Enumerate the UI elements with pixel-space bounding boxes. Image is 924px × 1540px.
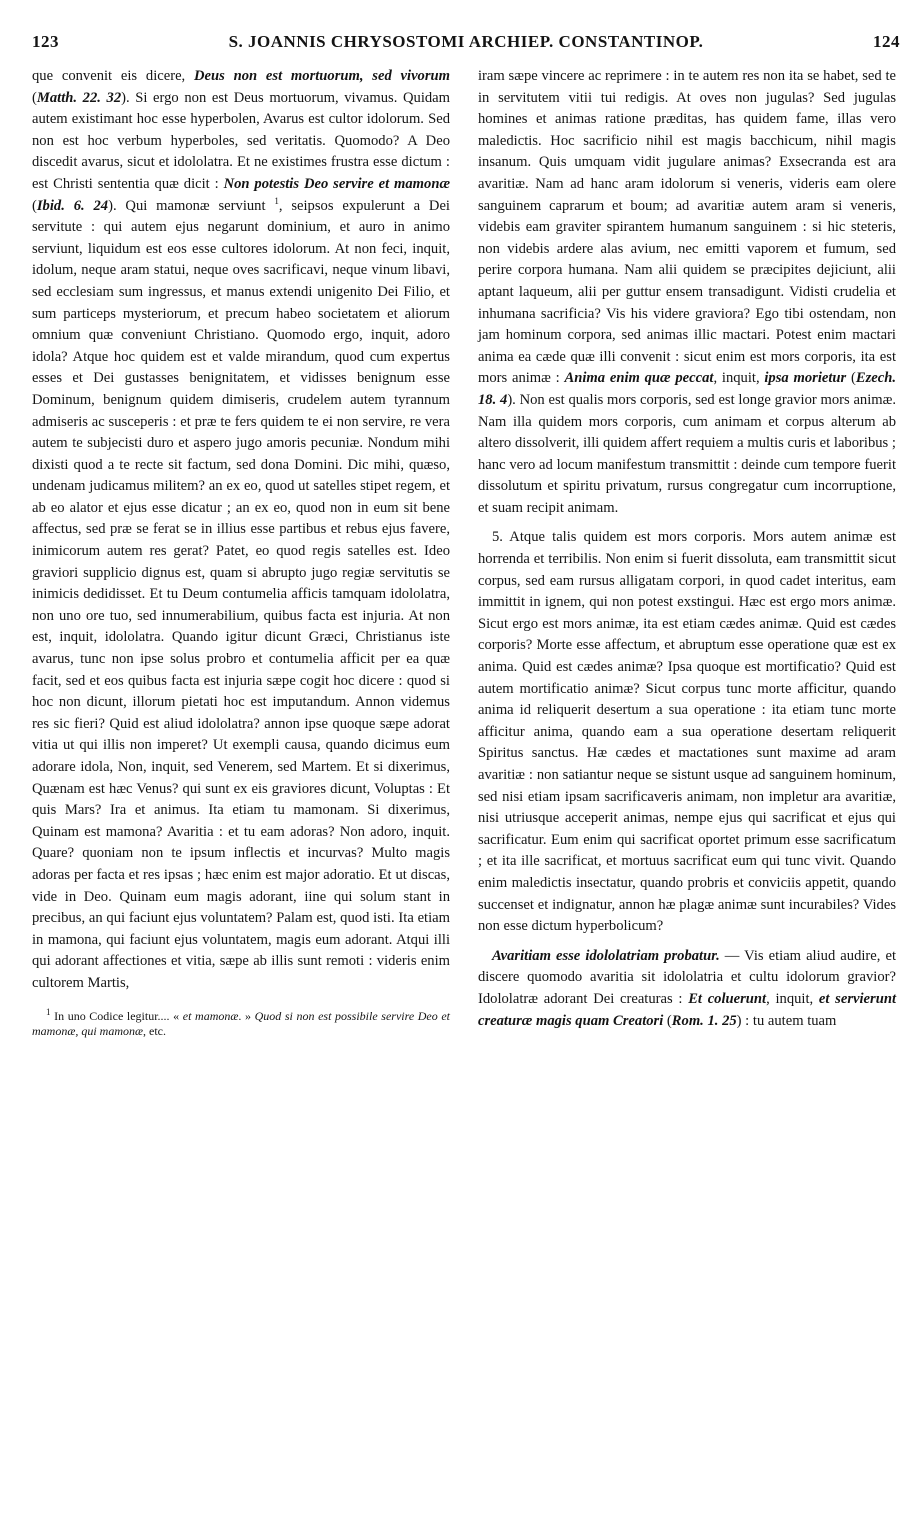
scripture-reference: Ezech. 18. 4 — [478, 370, 896, 408]
text-run: ( — [846, 370, 856, 387]
text-run: Atque talis quidem est mors corporis. Mors autem animæ est horrenda et terribilis. Non enim si fuerit dissoluta, eam transmittit sicut corpus, sed eam rursus alligatam corpori, in quod cadet interitus, eam immittit in ignem, qui non potest exstingui. Hæc est ergo mors animæ. Sicut ergo est mors animæ, ita est etiam cædes animæ. Quid est cædes corporis? Morte esse affectum, et abruptum esse operatione quæ est ex anima. Quid est cædes animæ? Ipsa quoque est mortificatio? Quid est autem mortificatio animæ? Sicut corpus tunc morte afficitur, quando anima id reliquerit desertum a sua operatione : ita etiam tunc morte afficitur anima, quando eam a sua operatione desertam reliquerit Spiritus sanctus. Hæ cædes et mactationes sunt maxime ad aram avaritiæ : non satiantur neque se sistunt usque ad sanguinem hominum, sed nisi etiam ipsam sacrificaveris animam, non impletur ara avaritiæ, nisi utriusque acceperit animas, nempe ejus qui sacrificat et ejus qui sacrificatur. Eum enim qui sacrificat oportet primum esse sacrificatum ; et ita ille sacrificat, et mortuus sacrificat eum qui tunc vivit. Quando enim maledictis insectatur, quando probris et conviciis appetit, quando succenset et indignatur, annon hæ plagæ animæ sunt incurabiles? Vides non esse dictum hyperbolicum? — [478, 529, 896, 935]
text-run: ). Non est qualis mors corporis, sed est longe gravior mors animæ. Nam illa quidem mors corporis, cum animam et corpus alterum ab altero dissolverit, illi quidem affert requiem a multis curis et laboribus ; hanc vero ad locum manifestum transmittit : deinde cum tempore fuerit dissolutum et spiritu privatum, rursus congregatur cum incorruptione, et suam recipit animam. — [478, 391, 897, 516]
page-number-right: 124 — [873, 32, 900, 51]
page-header — [32, 32, 900, 58]
text-run: ( — [32, 89, 37, 106]
paragraph — [32, 66, 450, 995]
text-run: , inquit, — [766, 990, 819, 1007]
text-run: ( — [32, 197, 37, 214]
page-number-left: 123 — [32, 32, 59, 51]
italic-run: Quod si non est possibile servire Deo et mamonæ, qui mamonæ — [32, 1008, 451, 1038]
running-title: S. JOANNIS CHRYSOSTOMI ARCHIEP. CONSTANTINOP. — [228, 32, 704, 51]
section-heading: Avaritiam esse idololatriam probatur. — [492, 947, 720, 964]
scripture-quote: et servierunt creaturæ magis quam Creatori — [478, 990, 896, 1029]
text-run: ( — [663, 1012, 672, 1029]
scripture-quote: Et coluerunt — [688, 990, 767, 1007]
footnote-marker: 1 — [274, 195, 279, 206]
scripture-quote: ipsa morietur — [764, 370, 847, 387]
text-run: ). Si ergo non est Deus mortuorum, vivamus. Quidam autem existimant hoc esse hyperbolen, Avarus est cultor idolorum. Sed non est hoc verbum hyperboles, sed veritatis. Quomodo? A Deo discedit avarus, sicut et idololatra. Et ne existimes frustra esse dictum : est Christi sententia quæ dicit : — [32, 89, 451, 192]
scripture-quote: Deus non est mortuorum, sed vivorum — [194, 68, 451, 84]
text-run: — Vis etiam aliud audire, et discere quomodo avaritia sit idololatria et cultu idolorum gravior? Idololatræ adorant Dei creaturas : — [478, 947, 896, 1007]
scripture-reference: Ibid. 6. 24 — [36, 197, 109, 214]
text-run: ) : tu autem tuam — [736, 1012, 837, 1029]
text-run: que convenit eis dicere, — [32, 68, 194, 84]
left-column — [32, 66, 450, 1051]
paragraph — [478, 527, 896, 937]
text-run: . » — [238, 1008, 255, 1023]
italic-run: et mamonæ — [182, 1008, 239, 1023]
scripture-quote: Anima enim quæ peccat — [564, 370, 714, 387]
text-run: , inquit, — [713, 370, 765, 387]
scripture-quote: Non potestis Deo servire et mamonæ — [223, 175, 450, 192]
footnote — [32, 1006, 451, 1039]
right-column — [478, 66, 896, 1032]
text-run: , seipsos expulerunt a Dei servitute : qui autem ejus negarunt dominium, et auro in animo serviunt, liquidum est eos esse cultores idolorum. At non feci, inquit, idolum, neque aram statui, neque oves sacrificavi, neque vinum libavi, sed ecclesiam sum ingressus, et manus extendi unigenito Dei Filio, et sum particeps mysteriorum, et precum habeo societatem et aliorum omnium quæ conveniunt Christiano. Quomodo ergo, inquit, adoro idola? Atque hoc quidem est et valde mirandum, quod cum expertus esses et Dei gustasses benignitatem, et vidisses benignum esse Dominum, benignum quidem dimiseris, crudelem autem tyrannum admiseris ac susceperis : et præ te fers quidem te ei non servire, re vera autem te subjecisti duro et aspero jugo amoris pecuniæ. Nondum mihi dixisti quod a te recte sit factum, sed dona Domini. Dic mihi, quæso, undenam judicamus militem? an ex eo, quod ut satelles stipet regem, et ab eo alator et ejus esse dicatur ; an ex eo, quod non in eum sit bene affectus, sed præ se ferat se in illius esse partibus et rebus ejus favere, inimicorum autem res gerat? Patet, eo quod regis satelles est. Ideo graviori supplicio dignus est, quam si abrupto jugo regiæ servitutis se inimicis dedidisset. Et tu Deum contumelia afficis tamquam idololatra, non uno ore tuo, sed innumerabilium, quibus facta est injuria. At non est, inquit, idololatra. Quando igitur dicunt Græci, Christianus iste avarus, tunc non ipse solus probro et contumelia afficit per ea quæ facit, sed et eos quibus facta est injuria sæpe cogit hoc dicere : quod si hoc non dicunt, illorum pietati hoc est imputandum. Annon videmus res sic fieri? Quid est aliud idololatra? annon ipse quoque sæpe adorat vitia ut qui illis non imperet? Ut exempli causa, quando dicimus eum adorare idola, Non, inquit, sed Venerem, sed Martem. Et si dixerimus, Quænam est hæc Venus? qui sunt ex eis graviores dicunt, Voluptas : Et quis Mars? Ira et animus. Ita etiam tu mamonam. Si dixerimus, Quinam est mamona? Avaritia : et tu eam adoras? Non adoro, inquit. Quare? quoniam non te ipsum inflectis et incurvas? Multo magis adoras per facta et res ipsas ; hæc enim est major adoratio. Et ut discas, vide in Deo. Quinam eum magis adorant, iine qui solum stant in precibus, an qui faciunt ejus voluntatem? Palam est, quod isti. Ita etiam in mamona, qui faciunt ejus voluntatem, magis eum adorant. Atqui illi qui adorant affectiones et vitia, sæpe ab illis sunt remoti : videris enim cultorem Martis, — [32, 197, 450, 991]
text-run: , etc. — [143, 1023, 167, 1038]
paragraph — [478, 66, 896, 519]
paragraph — [478, 946, 896, 1032]
text-run: In uno Codice legitur.... « — [50, 1008, 183, 1023]
section-number: 5. — [492, 529, 503, 546]
scripture-reference: Matth. 22. 32 — [36, 89, 122, 106]
footnote-number: 1 — [46, 1006, 51, 1017]
text-run: ). Qui mamonæ serviunt — [108, 197, 275, 214]
scripture-reference: Rom. 1. 25 — [671, 1012, 737, 1029]
text-run: iram sæpe vincere ac reprimere : in te autem res non ita se habet, sed te in servitutem vitii tui redigis. At oves non jugulas? Sed jugulas homines et animas ratione præditas, has quidem fame, illas vero maledictis. Hoc sacrificio nihil est magis bacchicum, nihil magis insanum. Quis umquam vidit jugulare animas? Exsecranda est ara avaritiæ. Nam ad hanc aram idolorum si veneris, videris eam olere sanguinem caprarum et boum; ad avaritiæ autem aram si veneris, videbis eam graviter spirantem humanum sanguinem : si hic steteris, non videbis ardere alas avium, nec emitti vaporem et fumum, sed perire corpora humana. Nam alii quidem se præcipites dejiciunt, alii aptant laqueum, alii per guttur ensem transadigunt. Vidisti crudelia et inhumana sacrificia? Vis his videre graviora? Ego tibi ostendam, non jam hominum corpora, sed animas illic mactari. Potest enim mactari anima ea cæde quæ illi convenit : sicut enim est mors corporis, ita est mors animæ : — [478, 68, 896, 387]
